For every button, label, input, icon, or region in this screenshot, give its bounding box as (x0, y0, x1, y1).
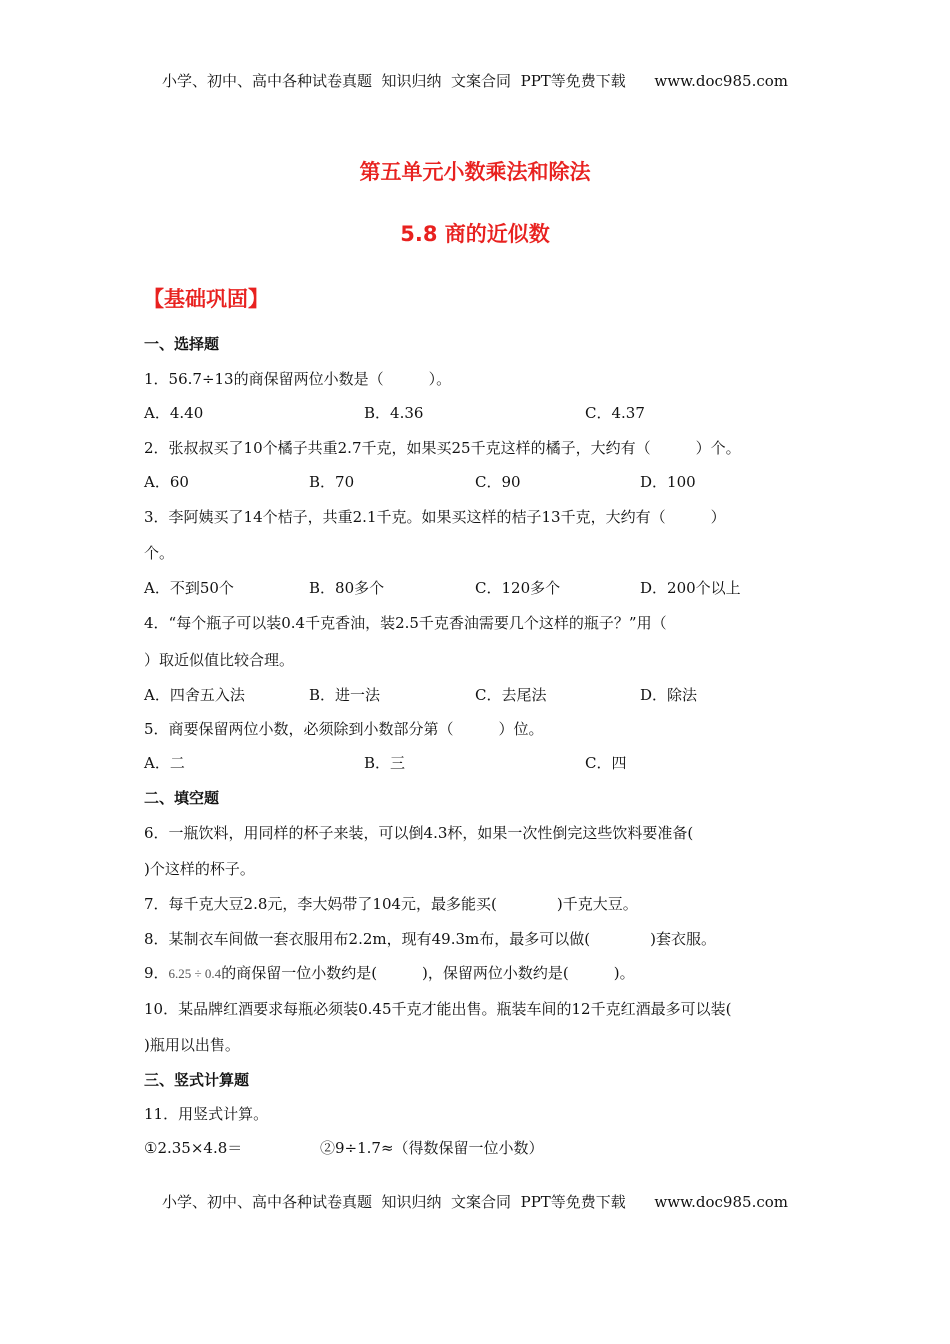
q11-stem: 11．用竖式计算。 (144, 1105, 269, 1123)
q3-stem: 3．李阿姨买了14个桔子，共重2.1千克。如果买这样的桔子13千克，大约有（ ） (144, 508, 726, 526)
q1-stem: 1．56.7÷13的商保留两位小数是（ ）。 (144, 370, 452, 388)
q10-stem: 10．某品牌红酒要求每瓶必须装0.45千克才能出售。瓶装车间的12千克红酒最多可以装( (144, 1000, 732, 1018)
part2-heading: 二、填空题 (144, 789, 220, 807)
q10-stem-continued: )瓶用以出售。 (144, 1036, 240, 1054)
q8-stem: 8．某制衣车间做一套衣服用布2.2m，现有49.3m布，最多可以做( )套衣服。 (144, 930, 716, 948)
q1-option-a: A．4.40 (144, 404, 204, 422)
q11-part-b: ②9÷1.7≈（得数保留一位小数） (320, 1139, 544, 1157)
lesson-title: 5.8 商的近似数 (400, 222, 550, 246)
q9-stem (144, 962, 635, 983)
q5-option-a: A．二 (144, 754, 185, 772)
q9-expression: 6.25 ÷ 0.4 (168, 966, 222, 981)
q2-stem: 2．张叔叔买了10个橘子共重2.7千克，如果买25千克这样的橘子，大约有（ ）个。 (144, 439, 741, 457)
unit-title: 第五单元小数乘法和除法 (359, 160, 591, 184)
q2-option-c: C．90 (475, 473, 521, 491)
q4-option-d: D．除法 (640, 686, 698, 704)
q11-part-a: ①2.35×4.8＝ (144, 1139, 243, 1157)
q2-option-b: B．70 (309, 473, 355, 491)
q3-option-b: B．80多个 (309, 579, 385, 597)
q9-rest: 的商保留一位小数约是( )，保留两位小数约是( )。 (221, 964, 635, 982)
q3-stem-continued: 个。 (144, 544, 175, 562)
q4-option-b: B．进一法 (309, 686, 381, 704)
q4-stem-continued: ）取近似值比较合理。 (144, 651, 295, 669)
q2-option-d: D．100 (640, 473, 696, 491)
q6-stem: 6．一瓶饮料，用同样的杯子来装，可以倒4.3杯，如果一次性倒完这些饮料要准备( (144, 824, 694, 842)
q5-stem: 5．商要保留两位小数，必须除到小数部分第（ ）位。 (144, 720, 544, 738)
q6-stem-continued: )个这样的杯子。 (144, 860, 255, 878)
q3-option-a: A．不到50个 (144, 579, 234, 597)
q1-option-b: B．4.36 (364, 404, 424, 422)
q4-option-a: A．四舍五入法 (144, 686, 245, 704)
q3-option-d: D．200个以上 (640, 579, 741, 597)
q4-option-c: C．去尾法 (475, 686, 547, 704)
q1-option-c: C．4.37 (585, 404, 645, 422)
page-footer: 小学、初中、高中各种试卷真题 知识归纳 文案合同 PPT等免费下载 www.doc985.com (161, 1193, 788, 1211)
part3-heading: 三、竖式计算题 (144, 1071, 250, 1089)
q7-stem: 7．每千克大豆2.8元，李大妈带了104元，最多能买( )千克大豆。 (144, 895, 638, 913)
q3-option-c: C．120多个 (475, 579, 561, 597)
page-header: 小学、初中、高中各种试卷真题 知识归纳 文案合同 PPT等免费下载 www.doc985.com (161, 72, 788, 90)
q5-option-c: C．四 (585, 754, 627, 772)
section-tag: 【基础巩固】 (143, 287, 269, 311)
q5-option-b: B．三 (364, 754, 406, 772)
part1-heading: 一、选择题 (144, 335, 220, 353)
q2-option-a: A．60 (144, 473, 189, 491)
q9-number: 9． (144, 964, 169, 982)
q4-stem: 4．“每个瓶子可以装0.4千克香油，装2.5千克香油需要几个这样的瓶子？”用（ (144, 614, 667, 632)
